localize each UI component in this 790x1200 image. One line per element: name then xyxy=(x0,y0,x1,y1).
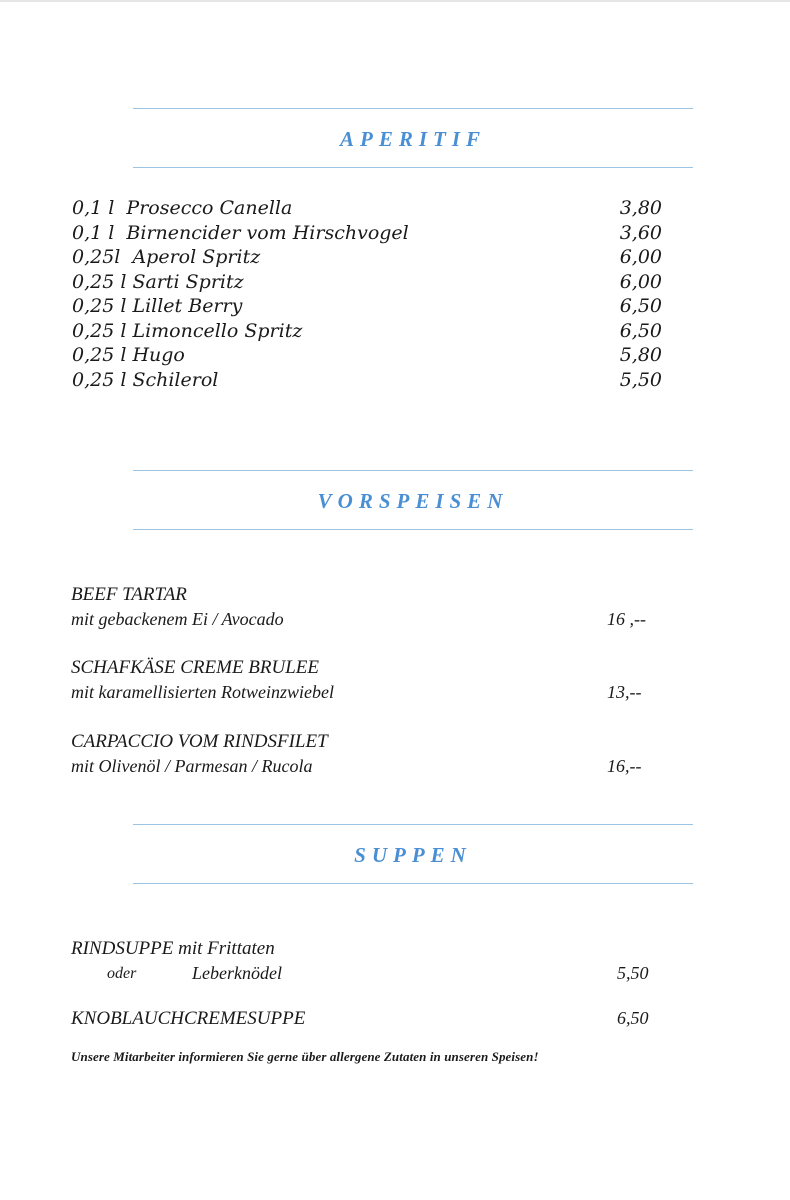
suppen-rule-top xyxy=(133,824,693,825)
vorspeisen-heading: VORSPEISEN xyxy=(317,489,509,513)
aperitif-item-price: 6,50 xyxy=(619,320,662,342)
dish-price: 13,-- xyxy=(607,682,642,702)
aperitif-item-name: 0,25 l Limoncello Spritz xyxy=(72,320,303,342)
aperitif-item-name: 0,25 l Hugo xyxy=(72,344,185,366)
soup-oder-label: oder xyxy=(107,965,137,982)
aperitif-item-name: 0,25l Aperol Spritz xyxy=(72,246,261,268)
aperitif-item xyxy=(72,344,662,369)
soup-title: RINDSUPPE mit Frittaten xyxy=(71,938,275,959)
aperitif-item xyxy=(72,320,662,345)
aperitif-item-name: 0,25 l Lillet Berry xyxy=(72,295,243,317)
soup-price: 5,50 xyxy=(617,963,649,983)
aperitif-item-price: 6,00 xyxy=(619,246,662,268)
dish-description: mit karamellisierten Rotweinzwiebel xyxy=(71,682,334,702)
soup-alternative: Leberknödel xyxy=(192,963,282,983)
aperitif-item-price: 6,00 xyxy=(619,271,662,293)
aperitif-item xyxy=(72,369,662,394)
dish-description: mit gebackenem Ei / Avocado xyxy=(71,609,284,629)
aperitif-item-name: 0,1 l Prosecco Canella xyxy=(72,197,293,219)
dish-title: SCHAFKÄSE CREME BRULEE xyxy=(71,657,320,678)
aperitif-item xyxy=(72,197,662,222)
aperitif-heading: APERITIF xyxy=(339,127,487,151)
aperitif-item-price: 5,80 xyxy=(619,344,662,366)
aperitif-item xyxy=(72,246,662,271)
aperitif-item xyxy=(72,295,662,320)
soup-price: 6,50 xyxy=(617,1008,649,1028)
dish-title: BEEF TARTAR xyxy=(71,584,187,605)
dish-title: CARPACCIO VOM RINDSFILET xyxy=(71,731,328,752)
aperitif-item-name: 0,1 l Birnencider vom Hirschvogel xyxy=(72,222,409,244)
aperitif-rule-bottom xyxy=(133,167,693,168)
suppen-rule-bottom xyxy=(133,883,693,884)
aperitif-item xyxy=(72,222,662,247)
aperitif-rule-top xyxy=(133,108,693,109)
dish-description: mit Olivenöl / Parmesan / Rucola xyxy=(71,756,313,776)
aperitif-item-price: 3,80 xyxy=(619,197,662,219)
aperitif-item xyxy=(72,271,662,296)
aperitif-item-price: 3,60 xyxy=(619,222,662,244)
aperitif-item-name: 0,25 l Sarti Spritz xyxy=(72,271,244,293)
dish-price: 16 ,-- xyxy=(607,609,646,629)
allergen-note: Unsere Mitarbeiter informieren Sie gerne über allergene Zutaten in unseren Speisen! xyxy=(71,1049,539,1064)
aperitif-item-name: 0,25 l Schilerol xyxy=(72,369,219,391)
aperitif-item-price: 5,50 xyxy=(619,369,662,391)
soup-title: KNOBLAUCHCREMESUPPE xyxy=(71,1008,306,1029)
vorspeisen-rule-top xyxy=(133,470,693,471)
page-top-border xyxy=(0,0,790,2)
aperitif-item-price: 6,50 xyxy=(619,295,662,317)
vorspeisen-rule-bottom xyxy=(133,529,693,530)
suppen-heading: SUPPEN xyxy=(354,843,472,867)
dish-price: 16,-- xyxy=(607,756,642,776)
